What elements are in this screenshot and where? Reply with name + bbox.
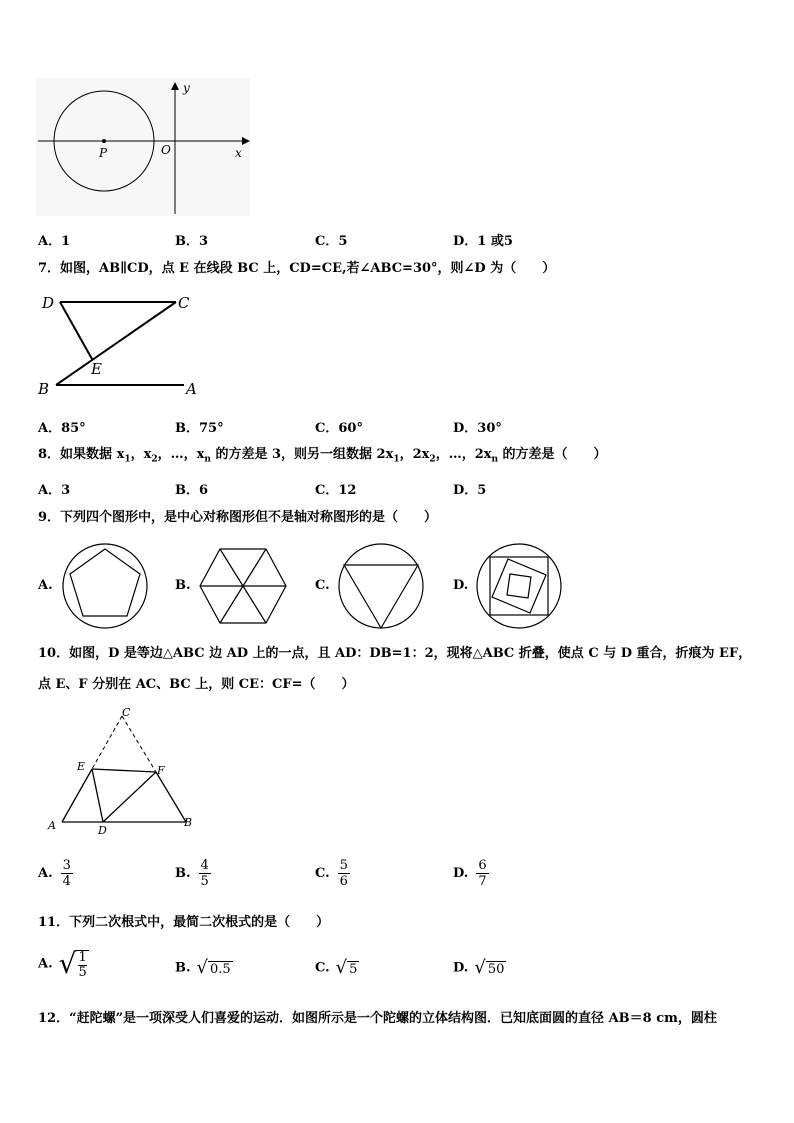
q10-option-c: C. $\frac{5}{6}$ [315, 858, 348, 889]
label-y: y [183, 81, 190, 95]
q8-option-a: A．3 [38, 483, 71, 498]
q9-option-a: A. [38, 578, 53, 593]
q7-option-b: B．75° [175, 421, 224, 436]
q10-option-b: B. $\frac{4}{5}$ [175, 858, 209, 889]
q8-option-b: B．6 [175, 483, 209, 498]
q9-triangle-in-circle [336, 541, 426, 631]
q7-option-d: D．30° [453, 421, 502, 436]
q10-line2: 点 E、F 分别在 AC、BC 上，则 CE：CF=（ ） [38, 677, 355, 692]
q7-option-a: A．85° [38, 421, 86, 436]
circle-axes-figure [36, 78, 250, 216]
q7-label-a: A [186, 380, 197, 398]
label-x: x [235, 146, 242, 160]
q7-label-d: D [42, 294, 55, 312]
q9-text: 9．下列四个图形中，是中心对称图形但不是轴对称图形的是（ ） [38, 510, 438, 525]
q11-option-d: D. √ 50 [453, 957, 505, 978]
q11-option-a: A. √ 1 5 [38, 947, 87, 980]
q9-option-b: B. [175, 578, 191, 593]
q10-label-a: A [48, 819, 56, 832]
q11-option-b: B. √ 0.5 [175, 957, 231, 978]
q10-label-f: F [157, 764, 165, 777]
q9-option-c: C. [315, 578, 330, 593]
q10-label-c: C [122, 706, 131, 719]
label-o: O [161, 143, 171, 157]
q7-figure [36, 290, 206, 400]
q10-option-d: D. $\frac{6}{7}$ [453, 858, 487, 889]
q7-option-c: C．60° [315, 421, 363, 436]
q7-label-c: C [178, 294, 190, 312]
q7-label-b: B [38, 380, 50, 398]
q10-option-a: A. $\frac{3}{4}$ [38, 858, 71, 889]
q6-option-a: A．1 [38, 234, 71, 249]
q12-text: 12．“赶陀螺”是一项深受人们喜爱的运动．如图所示是一个陀螺的立体结构图．已知底面圆的直径 AB＝8 cm，圆柱 [38, 1011, 717, 1026]
q6-option-d: D．1 或5 [453, 234, 513, 249]
q11-option-c: C. √ 5 [315, 957, 358, 978]
q9-squares-in-circle [474, 541, 564, 631]
label-p: P [99, 146, 108, 160]
q10-label-e: E [77, 760, 86, 773]
q10-label-d: D [98, 824, 107, 836]
q10-label-b: B [184, 816, 193, 829]
q9-hexagon-figure [198, 544, 288, 628]
q6-option-b: B．3 [175, 234, 209, 249]
q10-line1: 10．如图，D 是等边△ABC 边 AD 上的一点，且 AD：DB=1：2，现将△ABC 折叠，使点 C 与 D 重合，折痕为 EF， [38, 646, 752, 661]
q8-text: 8．如果数据 $x_1$，$x_2$，…，$x_n$ 的方差是 3，则另一组数据 $2x_1$，$2x_2$，…，$2x_n$ 的方差是（ ） [38, 447, 607, 465]
q7-label-e: E [91, 360, 102, 378]
q8-option-c: C．12 [315, 483, 357, 498]
q9-option-d: D. [453, 578, 469, 593]
q9-pentagon-in-circle [60, 541, 150, 631]
q7-text: 7．如图，AB∥CD，点 E 在线段 BC 上，CD=CE,若∠ABC=30°，则∠D 为（ ） [38, 261, 556, 276]
q6-option-c: C．5 [315, 234, 348, 249]
q8-option-d: D．5 [453, 483, 487, 498]
q11-text: 11．下列二次根式中，最简二次根式的是（ ） [38, 915, 330, 930]
q10-triangle-figure [46, 704, 196, 836]
